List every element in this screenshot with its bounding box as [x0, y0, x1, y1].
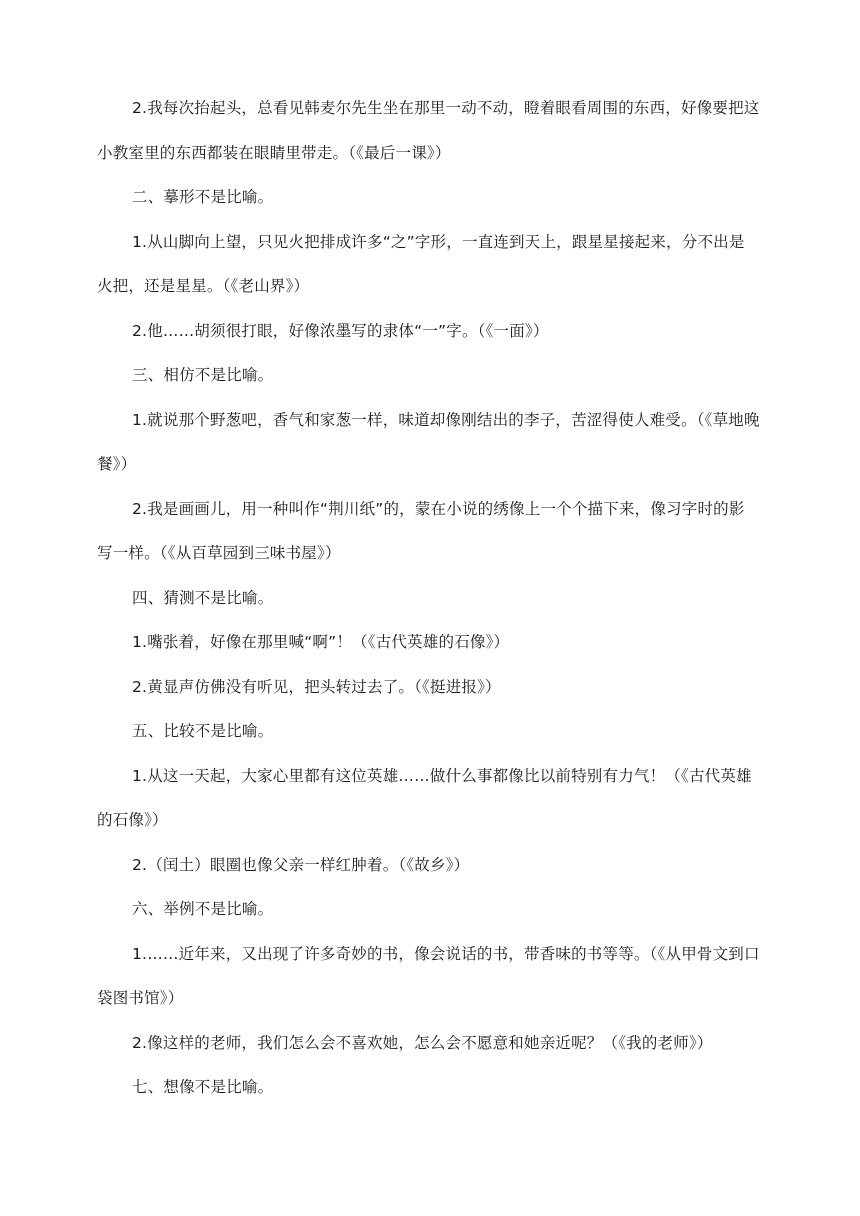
paragraph-hero-statue-example: 1.从这一天起，大家心里都有这位英雄……做什么事都像比以前特别有力气！（《古代英雄的石像》） [97, 766, 752, 829]
heading-shape-imitation: 二、摹形不是比喻。 [132, 188, 274, 206]
paragraph-my-teacher-example: 2.像这样的老师，我们怎么会不喜欢她，怎么会不愿意和她亲近呢？（《我的老师》） [132, 1033, 713, 1052]
paragraph-tingjinbao-example: 2.黄显声仿佛没有听见，把头转过去了。（《挺进报》） [132, 677, 501, 696]
heading-example-listing: 六、举例不是比喻。 [132, 900, 274, 918]
heading-similarity: 三、相仿不是比喻。 [132, 366, 274, 384]
paragraph-yimian-example: 2.他……胡须很打眼，好像浓墨写的隶体“一”字。（《一面》） [132, 321, 549, 340]
paragraph-baicaoyuan-example: 2.我是画画儿，用一种叫作“荆川纸”的，蒙在小说的绣像上一个个描下来，像习字时的影写一样。（《从百草园到三味书屋》） [97, 499, 745, 562]
heading-comparison: 五、比较不是比喻。 [132, 722, 274, 740]
paragraph-library-example: 1.……近年来，又出现了许多奇妙的书，像会说话的书，带香味的书等等。（《从甲骨文到口袋图书馆》） [97, 944, 760, 1007]
paragraph-grassland-dinner-example: 1.就说那个野葱吧，香气和家葱一样，味道却像刚结出的李子，苦涩得使人难受。（《草地晚餐》） [97, 410, 760, 473]
paragraph-laoshanjie-example: 1.从山脚向上望，只见火把排成许多“之”字形，一直连到天上，跟星星接起来，分不出是火把，还是星星。（《老山界》） [97, 232, 745, 295]
heading-imagination: 七、想像不是比喻。 [132, 1078, 274, 1096]
heading-guess: 四、猜测不是比喻。 [132, 588, 274, 607]
paragraph-stone-statue-example: 1.嘴张着，好像在那里喊“啊”！（《古代英雄的石像》） [132, 633, 510, 651]
paragraph-last-lesson-example: 2.我每次抬起头，总看见韩麦尔先生坐在那里一动不动，瞪着眼看周围的东西，好像要把这小教室里的东西都装在眼睛里带走。（《最后一课》） [97, 99, 760, 162]
paragraph-hometown-example: 2.（闰土）眼圈也像父亲一样红肿着。（《故乡》） [132, 855, 470, 874]
